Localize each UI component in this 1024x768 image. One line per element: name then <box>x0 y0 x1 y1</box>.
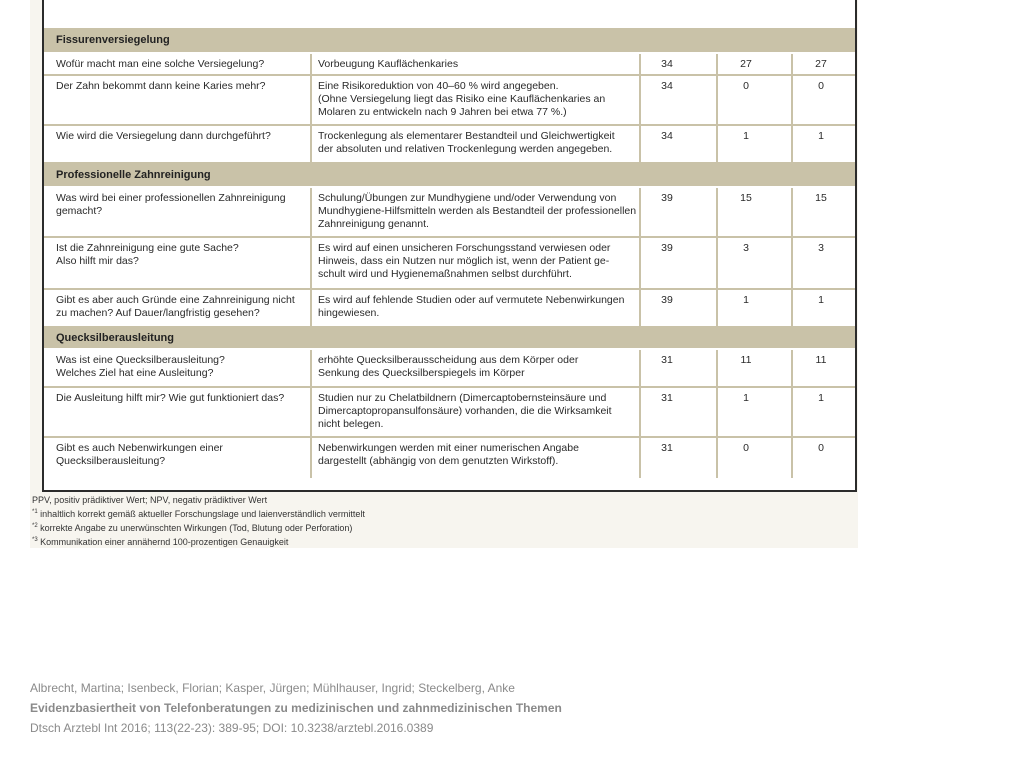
footnote <box>32 506 365 520</box>
count-cell-3: 3 <box>818 242 824 254</box>
count-cell-1: 39 <box>661 242 673 254</box>
count-cell-3: 1 <box>818 130 824 142</box>
count-cell-1: 31 <box>661 442 673 454</box>
count-cell-1: 34 <box>661 80 673 92</box>
count-cell-3: 0 <box>818 80 824 92</box>
table-row <box>44 76 855 126</box>
question-cell: Was ist eine Quecksilberausleitung? Welches Ziel hat eine Ausleitung? <box>56 354 225 379</box>
answer-cell: Studien nur zu Chelatbildnern (Dimercaptobernsteinsäure und Dimercaptopropansulfonsäure) vorhanden, die die Wirksamkeit nicht belegen. <box>318 392 612 430</box>
count-cell-3: 27 <box>815 58 827 70</box>
footnote <box>32 520 365 534</box>
table-row <box>44 238 855 290</box>
count-cell-1: 34 <box>661 58 673 70</box>
answer-cell: Trockenlegung als elementarer Bestandteil und Gleichwertigkeit der absoluten und relativen Trockenlegung werden angegeben. <box>318 130 615 155</box>
question-cell: Ist die Zahnreinigung eine gute Sache? Also hilft mir das? <box>56 242 239 267</box>
table-row <box>44 126 855 164</box>
count-cell-2: 1 <box>743 392 749 404</box>
count-cell-3: 1 <box>818 392 824 404</box>
table-footnotes <box>32 494 365 548</box>
answer-cell: Es wird auf einen unsicheren Forschungsstand verwiesen oder Hinweis, dass ein Nutzen nur möglich ist, wenn der Patient ge- schult wird und Hygienemaßnahmen selbst durchführt. <box>318 242 611 280</box>
table-panel <box>42 0 857 492</box>
footnote-mark: *3 <box>32 537 38 543</box>
count-cell-1: 39 <box>661 192 673 204</box>
question-cell: Der Zahn bekommt dann keine Karies mehr? <box>56 80 266 92</box>
count-cell-2: 0 <box>743 80 749 92</box>
table-row <box>44 290 855 328</box>
table-row <box>44 350 855 388</box>
section-header-zahnreinigung: Professionelle Zahnreinigung <box>44 164 855 188</box>
count-cell-2: 1 <box>743 294 749 306</box>
answer-cell: Eine Risikoreduktion von 40–60 % wird angegeben. (Ohne Versiegelung liegt das Risiko eine Kauflächenkaries an Molaren zu entwickeln nach 9 Jahren bei etwa 77 %.) <box>318 80 606 118</box>
question-cell: Die Ausleitung hilft mir? Wie gut funktioniert das? <box>56 392 285 404</box>
footnote-text: inhaltlich korrekt gemäß aktueller Forschungslage und laienverständlich vermittelt <box>37 509 365 519</box>
table-row <box>44 438 855 478</box>
abbreviation-note: PPV, positiv prädiktiver Wert; NPV, negativ prädiktiver Wert <box>32 495 268 505</box>
footnote <box>32 534 365 548</box>
count-cell-2: 27 <box>740 58 752 70</box>
citation-block <box>30 678 562 738</box>
question-cell: Was wird bei einer professionellen Zahnreinigung gemacht? <box>56 192 286 217</box>
count-cell-3: 11 <box>815 354 827 366</box>
citation-title: Evidenzbasiertheit von Telefonberatungen zu medizinischen und zahnmedizinischen Themen <box>30 701 562 715</box>
count-cell-3: 15 <box>815 192 827 204</box>
footnote-mark: *1 <box>32 509 38 515</box>
footnote-text: Kommunikation einer annähernd 100-prozentigen Genauigkeit <box>37 537 289 547</box>
footnote-text: korrekte Angabe zu unerwünschten Wirkungen (Tod, Blutung oder Perforation) <box>37 523 353 533</box>
question-cell: Gibt es aber auch Gründe eine Zahnreinigung nicht zu machen? Auf Dauer/langfristig gesehen? <box>56 294 295 319</box>
footnote-mark: *2 <box>32 523 38 529</box>
citation-source: Dtsch Arztebl Int 2016; 113(22-23): 389-95; DOI: 10.3238/arztebl.2016.0389 <box>30 721 434 735</box>
count-cell-2: 0 <box>743 442 749 454</box>
count-cell-1: 31 <box>661 354 673 366</box>
count-cell-2: 11 <box>740 354 752 366</box>
section-header-fissurenversiegelung: Fissurenversiegelung <box>44 28 855 54</box>
answer-cell: Es wird auf fehlende Studien oder auf vermutete Nebenwirkungen hingewiesen. <box>318 294 625 319</box>
count-cell-1: 39 <box>661 294 673 306</box>
answer-cell: Schulung/Übungen zur Mundhygiene und/oder Verwendung von Mundhygiene-Hilfsmitteln werden als Bestandteil der professionellen Zahnreinigung genannt. <box>318 192 637 230</box>
table-figure <box>30 0 858 548</box>
answer-cell: Nebenwirkungen werden mit einer numerischen Angabe dargestellt (abhängig von dem genutzten Wirkstoff). <box>318 442 579 467</box>
count-cell-1: 34 <box>661 130 673 142</box>
count-cell-3: 1 <box>818 294 824 306</box>
table-row <box>44 188 855 238</box>
count-cell-3: 0 <box>818 442 824 454</box>
question-cell: Wie wird die Versiegelung dann durchgeführt? <box>56 130 271 142</box>
answer-cell: erhöhte Quecksilberausscheidung aus dem Körper oder Senkung des Quecksilberspiegels im Körper <box>318 354 579 379</box>
count-cell-2: 15 <box>740 192 752 204</box>
citation-authors: Albrecht, Martina; Isenbeck, Florian; Kasper, Jürgen; Mühlhauser, Ingrid; Steckelberg, Anke <box>30 681 515 695</box>
answer-cell: Vorbeugung Kauflächenkaries <box>318 58 459 70</box>
question-cell: Wofür macht man eine solche Versiegelung? <box>56 58 265 70</box>
count-cell-1: 31 <box>661 392 673 404</box>
count-cell-2: 1 <box>743 130 749 142</box>
table-row <box>44 54 855 76</box>
count-cell-2: 3 <box>743 242 749 254</box>
table-row <box>44 388 855 438</box>
section-header-quecksilberausleitung: Quecksilberausleitung <box>44 328 855 350</box>
question-cell: Gibt es auch Nebenwirkungen einer Quecksilberausleitung? <box>56 442 223 467</box>
